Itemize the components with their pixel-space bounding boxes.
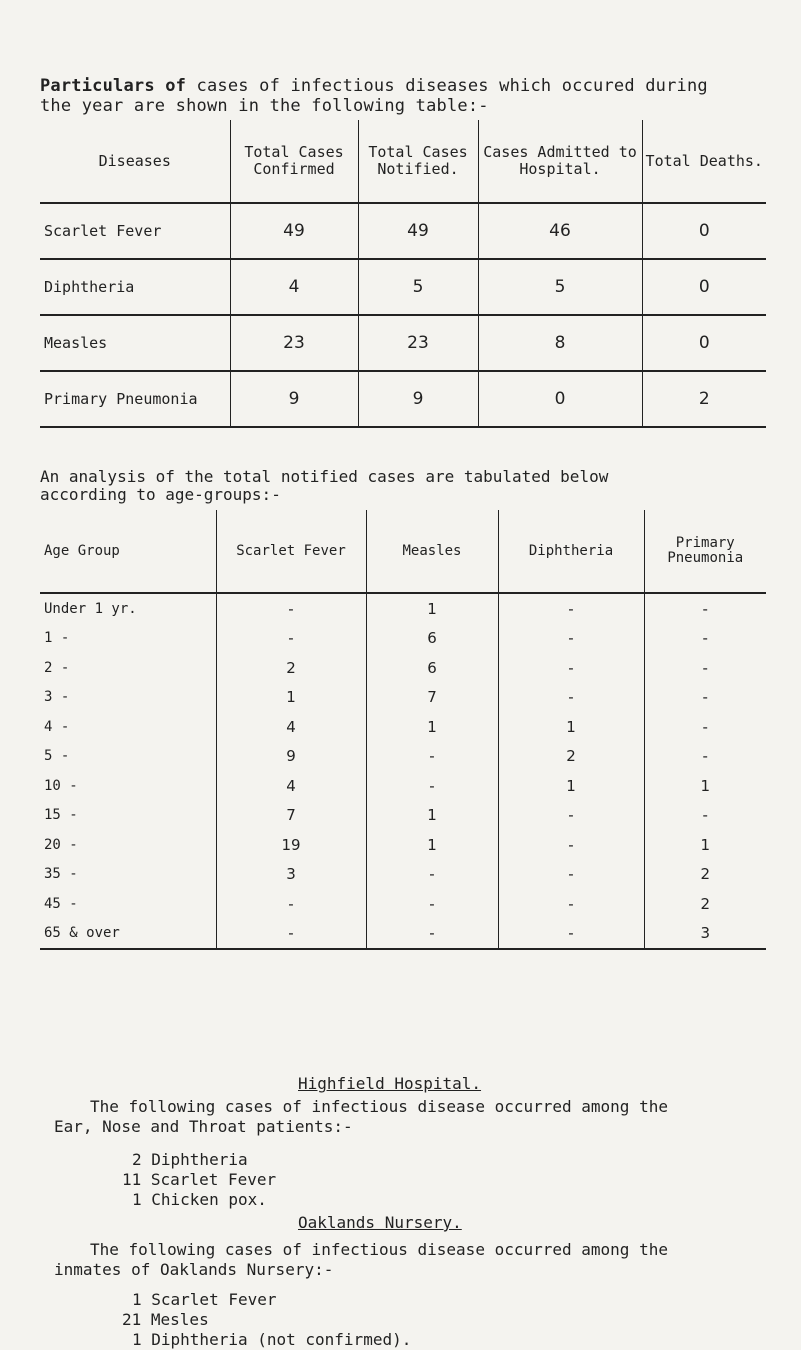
pneumonia-cases: - (644, 801, 766, 831)
table-row (40, 801, 766, 831)
disease-name: Measles (44, 334, 108, 352)
oaklands-heading: Oaklands Nursery. (298, 1213, 462, 1232)
table-row (40, 742, 766, 772)
analysis-text (40, 468, 780, 504)
pneumonia-cases: - (644, 593, 766, 624)
scarlet-fever-cases: - (216, 624, 366, 654)
cases-notified: 23 (358, 315, 478, 371)
age-group: 5 - (44, 748, 70, 765)
table-row (40, 203, 766, 259)
cases-notified: 49 (358, 203, 478, 259)
list-item: 1 Diphtheria (not confirmed). (132, 1330, 412, 1349)
scarlet-fever-cases: 4 (216, 771, 366, 801)
scarlet-fever-cases: 7 (216, 801, 366, 831)
table-row (40, 624, 766, 654)
diphtheria-cases: 2 (498, 742, 644, 772)
measles-cases: 1 (366, 830, 498, 860)
oaklands-list (122, 1290, 412, 1350)
cases-confirmed: 9 (230, 371, 358, 427)
intro-text (40, 76, 780, 116)
header-age-group: Age Group (44, 542, 120, 559)
header-cases-admitted: Cases Admitted to Hospital. (478, 120, 642, 203)
highfield-paragraph (54, 1097, 760, 1137)
age-group: 65 & over (44, 925, 120, 942)
intro-line2: the year are shown in the following table:- (40, 96, 489, 116)
measles-cases: 1 (366, 593, 498, 624)
cases-admitted: 46 (478, 203, 642, 259)
age-group: 15 - (44, 807, 78, 824)
header-total-cases-confirmed: Total Cases Confirmed (230, 120, 358, 203)
measles-cases: - (366, 771, 498, 801)
age-group: 20 - (44, 836, 78, 853)
intro-rest: cases of infectious diseases which occured during (196, 76, 708, 96)
deaths: 0 (642, 259, 766, 315)
table-row (40, 593, 766, 624)
header-total-deaths: Total Deaths. (642, 120, 766, 203)
pneumonia-cases: - (644, 653, 766, 683)
cases-confirmed: 23 (230, 315, 358, 371)
table-row (40, 259, 766, 315)
cases-notified: 9 (358, 371, 478, 427)
scarlet-fever-cases: - (216, 919, 366, 950)
age-group: 4 - (44, 718, 70, 735)
oaklands-paragraph (54, 1240, 760, 1280)
measles-cases: 1 (366, 801, 498, 831)
measles-cases: 6 (366, 653, 498, 683)
header-diphtheria: Diphtheria (498, 510, 644, 593)
table-row (40, 712, 766, 742)
disease-summary-table (40, 120, 766, 428)
disease-name: Primary Pneumonia (44, 390, 198, 408)
diphtheria-cases: - (498, 830, 644, 860)
diphtheria-cases: - (498, 624, 644, 654)
cases-notified: 5 (358, 259, 478, 315)
oaklands-para-line1: The following cases of infectious disease occurred among the (90, 1240, 668, 1259)
age-group: Under 1 yr. (44, 600, 137, 617)
age-group: 45 - (44, 895, 78, 912)
measles-cases: - (366, 889, 498, 919)
age-group-table (40, 510, 766, 950)
pneumonia-cases: - (644, 624, 766, 654)
diphtheria-cases: 1 (498, 712, 644, 742)
pneumonia-cases: 3 (644, 919, 766, 950)
header-total-cases-notified: Total Cases Notified. (358, 120, 478, 203)
table-row (40, 683, 766, 713)
measles-cases: - (366, 919, 498, 950)
header-diseases: Diseases (98, 151, 171, 170)
scarlet-fever-cases: 1 (216, 683, 366, 713)
disease-name: Scarlet Fever (44, 222, 162, 240)
pneumonia-cases: 1 (644, 771, 766, 801)
pneumonia-cases: 2 (644, 889, 766, 919)
highfield-para-line2: Ear, Nose and Throat patients:- (54, 1117, 353, 1136)
disease-name: Diphtheria (44, 278, 135, 296)
diphtheria-cases: - (498, 860, 644, 890)
scarlet-fever-cases: 9 (216, 742, 366, 772)
pneumonia-cases: - (644, 742, 766, 772)
diphtheria-cases: - (498, 653, 644, 683)
highfield-list (122, 1150, 277, 1210)
table-row (40, 771, 766, 801)
diphtheria-cases: - (498, 889, 644, 919)
header-measles: Measles (366, 510, 498, 593)
scarlet-fever-cases: - (216, 889, 366, 919)
measles-cases: - (366, 860, 498, 890)
list-item: 2 Diphtheria (132, 1150, 248, 1169)
age-group: 1 - (44, 630, 70, 647)
table-row (40, 653, 766, 683)
analysis-line1: An analysis of the total notified cases are tabulated below (40, 467, 609, 486)
scarlet-fever-cases: - (216, 593, 366, 624)
diphtheria-cases: - (498, 801, 644, 831)
highfield-para-line1: The following cases of infectious disease occurred among the (90, 1097, 668, 1116)
diphtheria-cases: - (498, 919, 644, 950)
cases-admitted: 0 (478, 371, 642, 427)
pneumonia-cases: - (644, 712, 766, 742)
table-row (40, 371, 766, 427)
list-item: 1 Chicken pox. (132, 1190, 267, 1209)
age-group: 35 - (44, 866, 78, 883)
deaths: 0 (642, 315, 766, 371)
age-group: 2 - (44, 659, 70, 676)
measles-cases: 7 (366, 683, 498, 713)
header-primary-pneumonia: Primary Pneumonia (644, 510, 766, 593)
table-row (40, 315, 766, 371)
measles-cases: 6 (366, 624, 498, 654)
measles-cases: 1 (366, 712, 498, 742)
list-item: 1 Scarlet Fever (132, 1290, 277, 1309)
list-item: 21 Mesles (122, 1310, 209, 1329)
table-row (40, 889, 766, 919)
scarlet-fever-cases: 19 (216, 830, 366, 860)
cases-confirmed: 4 (230, 259, 358, 315)
table-row (40, 830, 766, 860)
highfield-heading: Highfield Hospital. (298, 1074, 482, 1093)
scarlet-fever-cases: 3 (216, 860, 366, 890)
pneumonia-cases: - (644, 683, 766, 713)
diphtheria-cases: 1 (498, 771, 644, 801)
intro-lead: Particulars of (40, 76, 187, 96)
cases-confirmed: 49 (230, 203, 358, 259)
deaths: 0 (642, 203, 766, 259)
table-row (40, 919, 766, 950)
age-group: 10 - (44, 777, 78, 794)
list-item: 11 Scarlet Fever (122, 1170, 277, 1189)
age-group: 3 - (44, 689, 70, 706)
scarlet-fever-cases: 4 (216, 712, 366, 742)
cases-admitted: 5 (478, 259, 642, 315)
table-row (40, 860, 766, 890)
pneumonia-cases: 2 (644, 860, 766, 890)
scarlet-fever-cases: 2 (216, 653, 366, 683)
cases-admitted: 8 (478, 315, 642, 371)
oaklands-para-line2: inmates of Oaklands Nursery:- (54, 1260, 334, 1279)
analysis-line2: according to age-groups:- (40, 485, 281, 504)
measles-cases: - (366, 742, 498, 772)
header-scarlet-fever: Scarlet Fever (216, 510, 366, 593)
deaths: 2 (642, 371, 766, 427)
diphtheria-cases: - (498, 593, 644, 624)
diphtheria-cases: - (498, 683, 644, 713)
pneumonia-cases: 1 (644, 830, 766, 860)
